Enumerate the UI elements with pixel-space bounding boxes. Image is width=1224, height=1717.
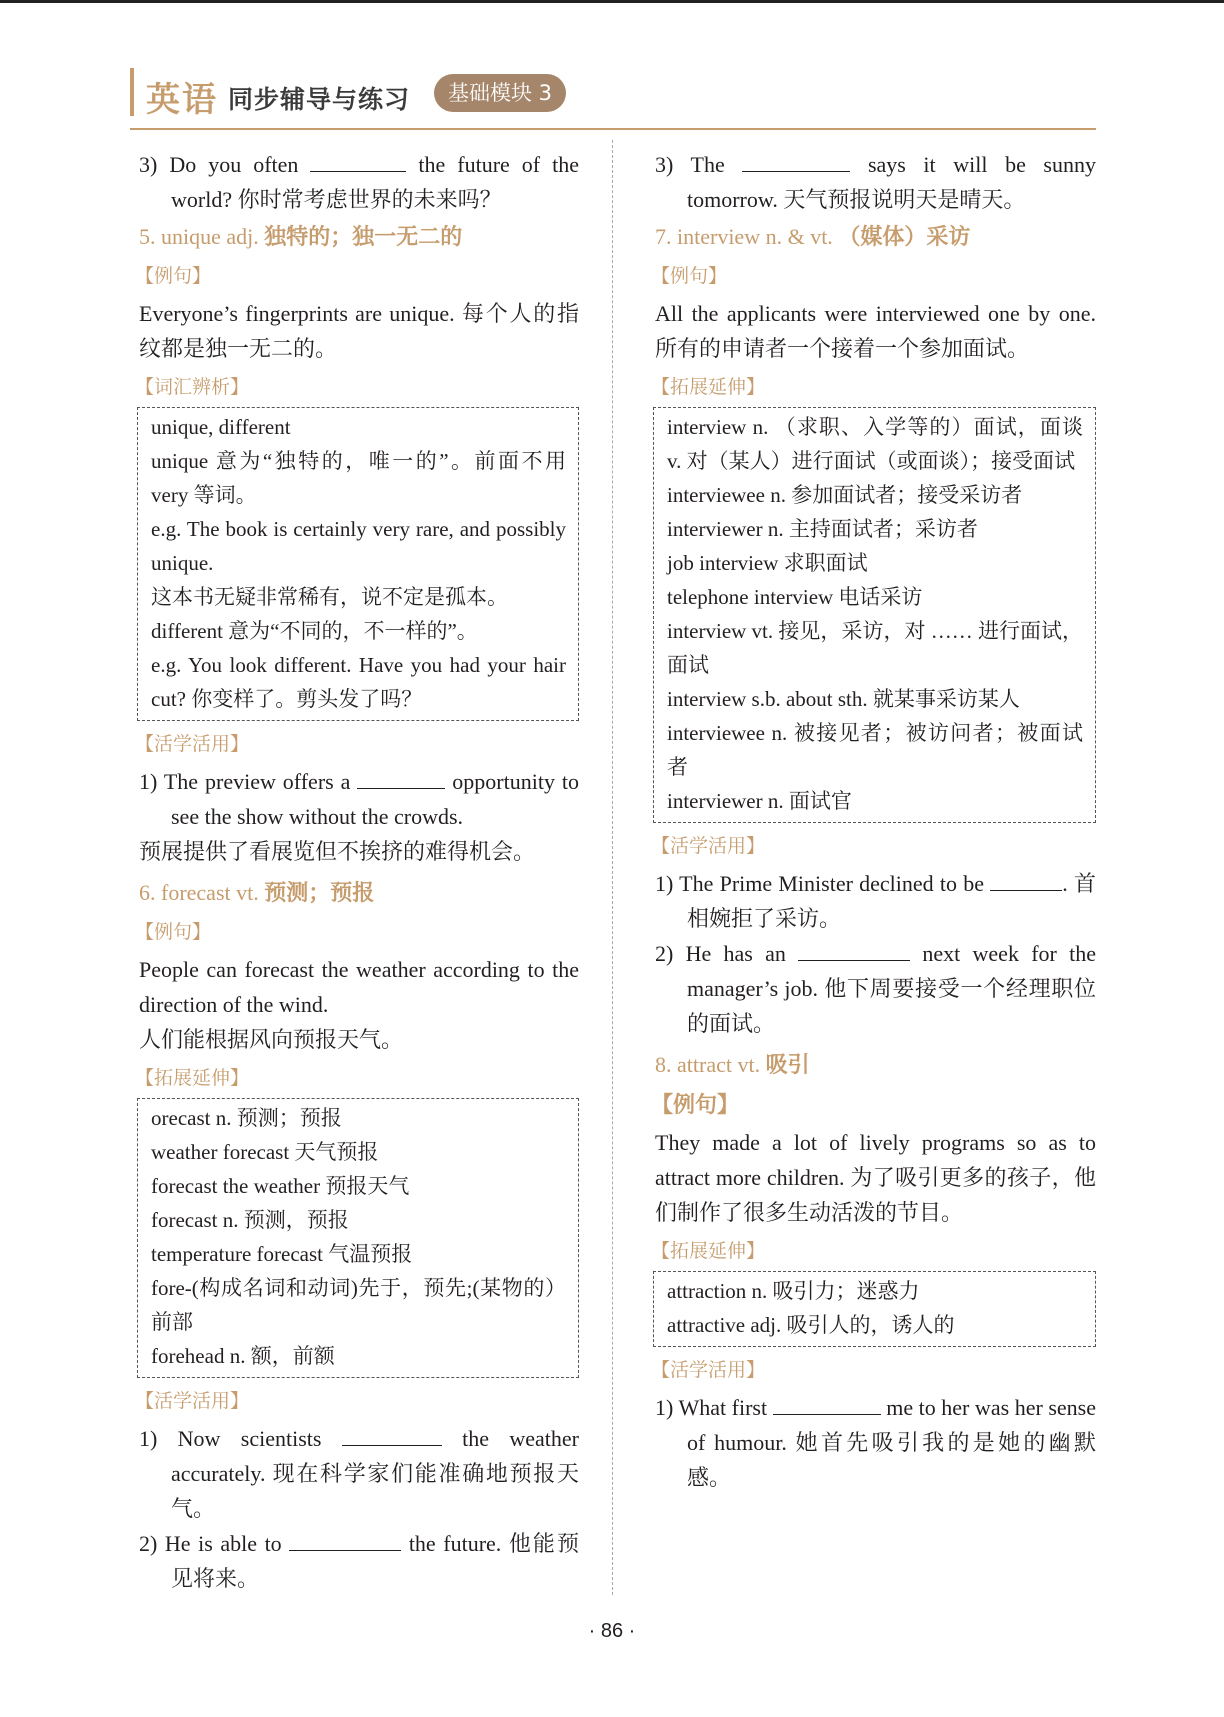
extension-box (653, 1271, 1096, 1347)
word-heading-forecast (139, 875, 579, 910)
word-en: 6. forecast vt. (139, 880, 265, 905)
section-tag-practice: 【活学活用】 (651, 835, 766, 857)
answer-blank[interactable] (990, 870, 1062, 891)
box-line: different 意为“不同的，不一样的”。 (151, 619, 478, 643)
exercise-text: me to her was her sense of humour. 她首先吸引我的是她的幽默感。 (687, 1395, 1096, 1490)
box-line: job interview 求职面试 (667, 551, 868, 575)
example-sentence: Everyone’s fingerprints are unique. 每个人的指纹都是独一无二的。 (139, 301, 579, 361)
exercise-text: 1) Now scientists (139, 1426, 342, 1451)
section-tag-example: 【例句】 (135, 265, 212, 287)
box-line: forecast n. 预测，预报 (151, 1208, 349, 1232)
section-tag-analysis: 【词汇辨析】 (135, 376, 250, 398)
answer-blank[interactable] (773, 1394, 881, 1415)
box-line: interview n. （求职、入学等的）面试，面谈 v. 对（某人）进行面试（或面谈）；接受面试 (667, 415, 1083, 473)
word-heading-attract (655, 1047, 1096, 1082)
right-column (651, 147, 1096, 1495)
box-line: telephone interview 电话采访 (667, 585, 923, 609)
header-rule (130, 128, 1096, 130)
section-tag-practice: 【活学活用】 (135, 1390, 250, 1412)
example-sentence: All the applicants were interviewed one by one. 所有的申请者一个接着一个参加面试。 (655, 301, 1096, 361)
example-sentence: They made a lot of lively programs so as to attract more children. 为了吸引更多的孩子，他们制作了很多生动活泼的节目。 (655, 1130, 1096, 1225)
exercise-translation: 预展提供了看展览但不挨挤的难得机会。 (139, 839, 536, 864)
word-heading-unique (139, 219, 579, 254)
section-tag-example: 【例句】 (651, 265, 728, 287)
answer-blank[interactable] (310, 151, 406, 172)
answer-blank[interactable] (357, 768, 445, 789)
page-header (130, 66, 1096, 126)
section-tag-example: 【例句】 (135, 921, 212, 943)
extension-box (653, 407, 1096, 823)
box-line: attraction n. 吸引力；迷惑力 (667, 1279, 920, 1303)
page-number: · 86 · (588, 1620, 636, 1642)
box-line: unique, different (151, 415, 291, 439)
example-sentence: People can forecast the weather according to the direction of the wind. (139, 957, 579, 1017)
exercise-text: 3) Do you often (139, 152, 311, 177)
exercise-text: 3) The (655, 152, 743, 177)
exercise-text: says it will be sunny tomorrow. 天气预报说明天是晴天。 (687, 152, 1096, 212)
word-zh: 独特的；独一无二的 (264, 224, 463, 249)
word-en: 8. attract vt. (655, 1052, 766, 1077)
box-line: unique 意为“独特的，唯一的”。前面不用 very 等词。 (151, 449, 566, 507)
exercise-item (655, 936, 1096, 1041)
column-divider (612, 140, 613, 1595)
box-line: interviewer n. 主持面试者；采访者 (667, 517, 978, 541)
box-line: fore-(构成名词和动词)先于，预先;(某物的）前部 (151, 1276, 566, 1334)
exercise-item (655, 1390, 1096, 1495)
subject-title: 英语 (146, 80, 218, 120)
box-line: weather forecast 天气预报 (151, 1140, 379, 1164)
top-border-line (0, 0, 1224, 3)
exercise-text: next week for the manager’s job. 他下周要接受一个经理职位的面试。 (687, 941, 1096, 1036)
exercise-item (139, 764, 579, 834)
box-line: orecast n. 预测；预报 (151, 1106, 342, 1130)
exercise-text: 2) He is able to (139, 1531, 290, 1556)
box-line: forehead n. 额，前额 (151, 1344, 335, 1368)
box-line: attractive adj. 吸引人的，诱人的 (667, 1313, 955, 1337)
box-line: interview s.b. about sth. 就某事采访某人 (667, 687, 1020, 711)
book-title: 同步辅导与练习 (228, 85, 411, 114)
exercise-text: 1) The Prime Minister declined to be (655, 871, 991, 896)
section-tag-example: 【例句】 (651, 1093, 740, 1118)
box-line: interviewee n. 被接见者；被访问者；被面试者 (667, 721, 1083, 779)
box-line: interview vt. 接见，采访，对 …… 进行面试，面试 (667, 619, 1083, 677)
answer-blank[interactable] (342, 1425, 442, 1446)
box-line: interviewer n. 面试官 (667, 789, 852, 813)
box-line: temperature forecast 气温预报 (151, 1242, 413, 1266)
exercise-text: the weather accurately. 现在科学家们能准确地预报天气。 (171, 1426, 580, 1521)
section-tag-extension: 【拓展延伸】 (135, 1067, 250, 1089)
word-en: 5. unique adj. (139, 224, 265, 249)
exercise-item (139, 1421, 579, 1526)
left-column (135, 147, 580, 1596)
exercise-text: . 首相婉拒了采访。 (687, 871, 1096, 931)
answer-blank[interactable] (289, 1530, 401, 1551)
word-zh: 预测；预报 (264, 880, 375, 905)
module-badge: 基础模块 3 (434, 74, 566, 112)
exercise-text: the future of the world? 你时常考虑世界的未来吗？ (171, 152, 579, 212)
box-line: e.g. You look different. Have you had your hair cut? 你变样了。剪头发了吗？ (151, 653, 566, 711)
exercise-item (655, 147, 1096, 217)
exercise-text: 1) What first (655, 1395, 773, 1420)
section-tag-practice: 【活学活用】 (651, 1359, 766, 1381)
exercise-text: 2) He has an (655, 941, 799, 966)
exercise-item (655, 866, 1096, 936)
extension-box (137, 1098, 579, 1378)
word-zh: 吸引 (765, 1052, 810, 1077)
exercise-text: opportunity to see the show without the crowds. (171, 769, 579, 829)
analysis-box (137, 407, 579, 721)
box-line: 这本书无疑非常稀有，说不定是孤本。 (151, 585, 508, 609)
exercise-text: 1) The preview offers a (139, 769, 358, 794)
section-tag-practice: 【活学活用】 (135, 733, 250, 755)
word-heading-interview (655, 219, 1096, 254)
exercise-text: the future. 他能预见将来。 (171, 1531, 579, 1591)
section-tag-extension: 【拓展延伸】 (651, 376, 766, 398)
box-line: interviewee n. 参加面试者；接受采访者 (667, 483, 1023, 507)
word-zh: （媒体）采访 (838, 224, 971, 249)
answer-blank[interactable] (798, 940, 910, 961)
box-line: forecast the weather 预报天气 (151, 1174, 410, 1198)
word-en: 7. interview n. & vt. (655, 224, 839, 249)
box-line: e.g. The book is certainly very rare, and possibly unique. (151, 517, 566, 575)
example-translation: 人们能根据风向预报天气。 (139, 1027, 404, 1052)
answer-blank[interactable] (742, 151, 850, 172)
header-accent-bar (130, 68, 134, 116)
section-tag-extension: 【拓展延伸】 (651, 1240, 766, 1262)
exercise-item (139, 147, 579, 217)
exercise-item (139, 1526, 579, 1596)
